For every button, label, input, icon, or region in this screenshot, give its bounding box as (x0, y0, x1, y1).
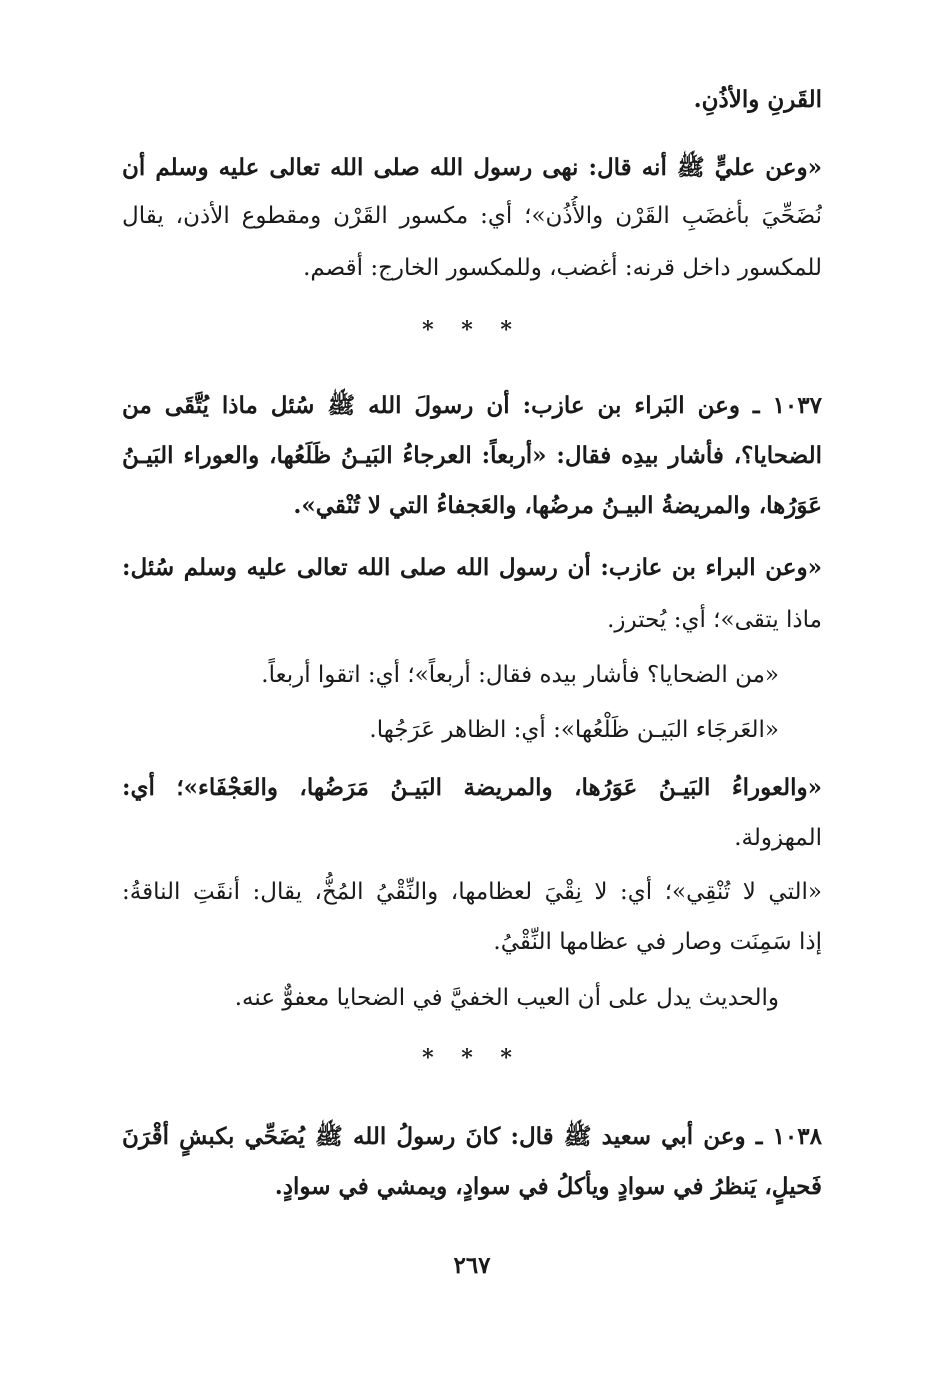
text-line: والحديث يدل على أن العيب الخفيَّ في الضحايا معفوٌّ عنه. (234, 985, 779, 1011)
text-line: عَوَرُها، والمريضةُ البيـنُ مرضُها، والعَجفاءُ التي لا تُنْقي». (293, 492, 822, 519)
text-line: «وعن عليٍّ ﷺ أنه قال: نهى رسول الله صلى الله تعالى عليه وسلم أن (122, 154, 822, 181)
text-line: ماذا يتقى»؛ أي: يُحترز. (607, 607, 822, 633)
text-line: «وعن البراء بن عازب: أن رسول الله صلى الله تعالى عليه وسلم سُئل: (122, 554, 822, 581)
text-line: «من الضحايا؟ فأشار بيده فقال: أربعاً»؛ أي: اتقوا أربعاً. (261, 662, 779, 688)
text-line: الضحايا؟، فأشار بيدِه فقال: «أربعاً: العرجاءُ البَيـنُ ظَلَعُها، والعوراء البَيـنُ (122, 442, 822, 469)
section-separator: * * * (422, 317, 522, 343)
text-line: إذا سَمِنَت وصار في عظامها النِّقْيُ. (493, 929, 822, 955)
text-line: ١٠٣٧ ـ وعن البَراء بن عازب: أن رسولَ الله ﷺ سُئل ماذا يُتَّقَى من (122, 392, 822, 419)
text-line: فَحيلٍ، يَنظرُ في سوادٍ ويأكلُ في سوادٍ، ويمشي في سوادٍ. (274, 1173, 822, 1200)
text-line: ١٠٣٨ ـ وعن أبي سعيد ﷺ قال: كانَ رسولُ الله ﷺ يُضَحِّي بكبشٍ أقْرَنَ (122, 1123, 822, 1150)
page-number: ٢٦٧ (453, 1252, 491, 1279)
text-line: المهزولة. (734, 825, 822, 851)
text-line: للمكسور داخل قرنه: أغضب، وللمكسور الخارج: أقصم. (303, 255, 822, 281)
text-line: «والعوراءُ البَيـنُ عَوَرُها، والمريضة البَيـنُ مَرَضُها، والعَجْفَاء»؛ أي: (122, 774, 822, 801)
text-line: «التي لا تُنْقِي»؛ أي: لا نِقْيَ لعظامها، والنِّقْيُ المُخُّ، يقال: أنقَتِ الناقةُ: (122, 879, 822, 905)
text-line: «العَرجَاء البَيـن ظَلْعُها»: أي: الظاهر عَرَجُها. (369, 717, 779, 743)
section-separator: * * * (422, 1045, 522, 1071)
text-line: القَرنِ والأذُنِ. (693, 86, 822, 113)
text-line: نُضَحِّيَ بأغضَبِ القَرْن والأُذُن»؛ أي: مكسور القَرْن ومقطوع الأذن، يقال (122, 203, 822, 229)
